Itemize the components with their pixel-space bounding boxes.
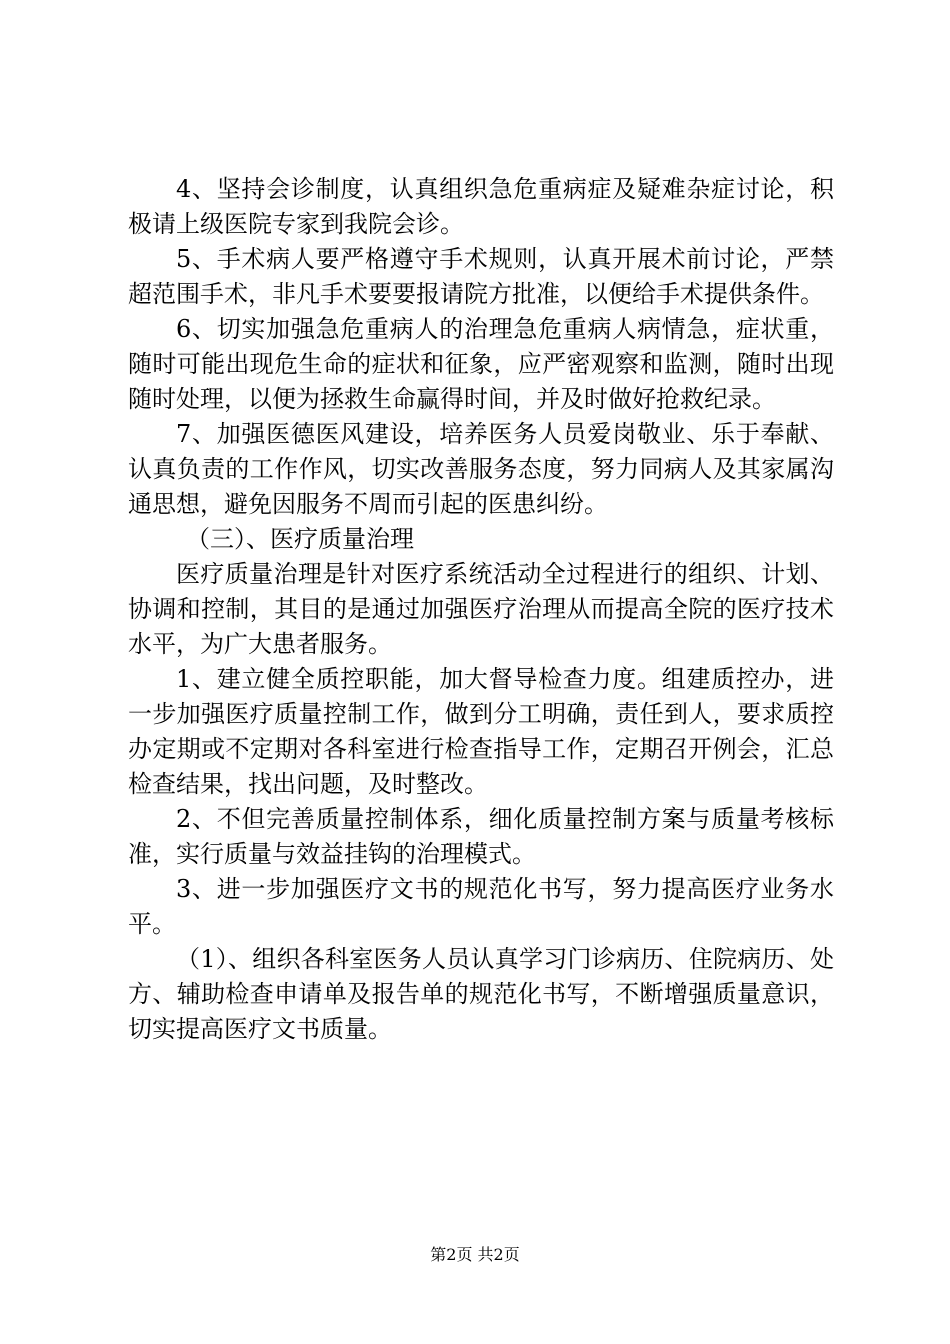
section-intro-paragraph: 医疗质量治理是针对医疗系统活动全过程进行的组织、计划、协调和控制，其目的是通过加强医疗治理从而提高全院的医疗技术水平，为广大患者服务。	[128, 560, 834, 658]
document-body	[128, 172, 834, 1047]
paragraph-item-4: 4、坚持会诊制度，认真组织急危重病症及疑难杂症讨论，积极请上级医院专家到我院会诊。	[128, 175, 834, 238]
paragraph-item-6: 6、切实加强急危重病人的治理急危重病人病情急，症状重，随时可能出现危生命的症状和征象，应严密观察和监测，随时出现随时处理，以便为拯救生命赢得时间，并及时做好抢救纪录。	[128, 315, 834, 413]
paragraph-item-1: 1、建立健全质控职能，加大督导检查力度。组建质控办，进一步加强医疗质量控制工作，做到分工明确，责任到人，要求质控办定期或不定期对各科室进行检查指导工作，定期召开例会，汇总检查结果，找出问题，及时整改。	[128, 665, 834, 798]
paragraph-item-3: 3、进一步加强医疗文书的规范化书写，努力提高医疗业务水平。	[128, 875, 834, 938]
paragraph-item-7: 7、加强医德医风建设，培养医务人员爱岗敬业、乐于奉献、认真负责的工作作风，切实改善服务态度，努力同病人及其家属沟通思想，避免因服务不周而引起的医患纠纷。	[128, 420, 834, 518]
page-number-footer: 第2页 共2页	[430, 1245, 520, 1264]
paragraph-item-5: 5、手术病人要严格遵守手术规则，认真开展术前讨论，严禁超范围手术，非凡手术要要报请院方批准，以便给手术提供条件。	[128, 245, 834, 308]
paragraph-item-2: 2、不但完善质量控制体系，细化质量控制方案与质量考核标准，实行质量与效益挂钩的治理模式。	[128, 805, 834, 868]
paragraph-subitem-1: （1）、组织各科室医务人员认真学习门诊病历、住院病历、处方、辅助检查申请单及报告单的规范化书写，不断增强质量意识，切实提高医疗文书质量。	[128, 945, 834, 1043]
section-heading-3: （三）、医疗质量治理	[186, 525, 414, 553]
